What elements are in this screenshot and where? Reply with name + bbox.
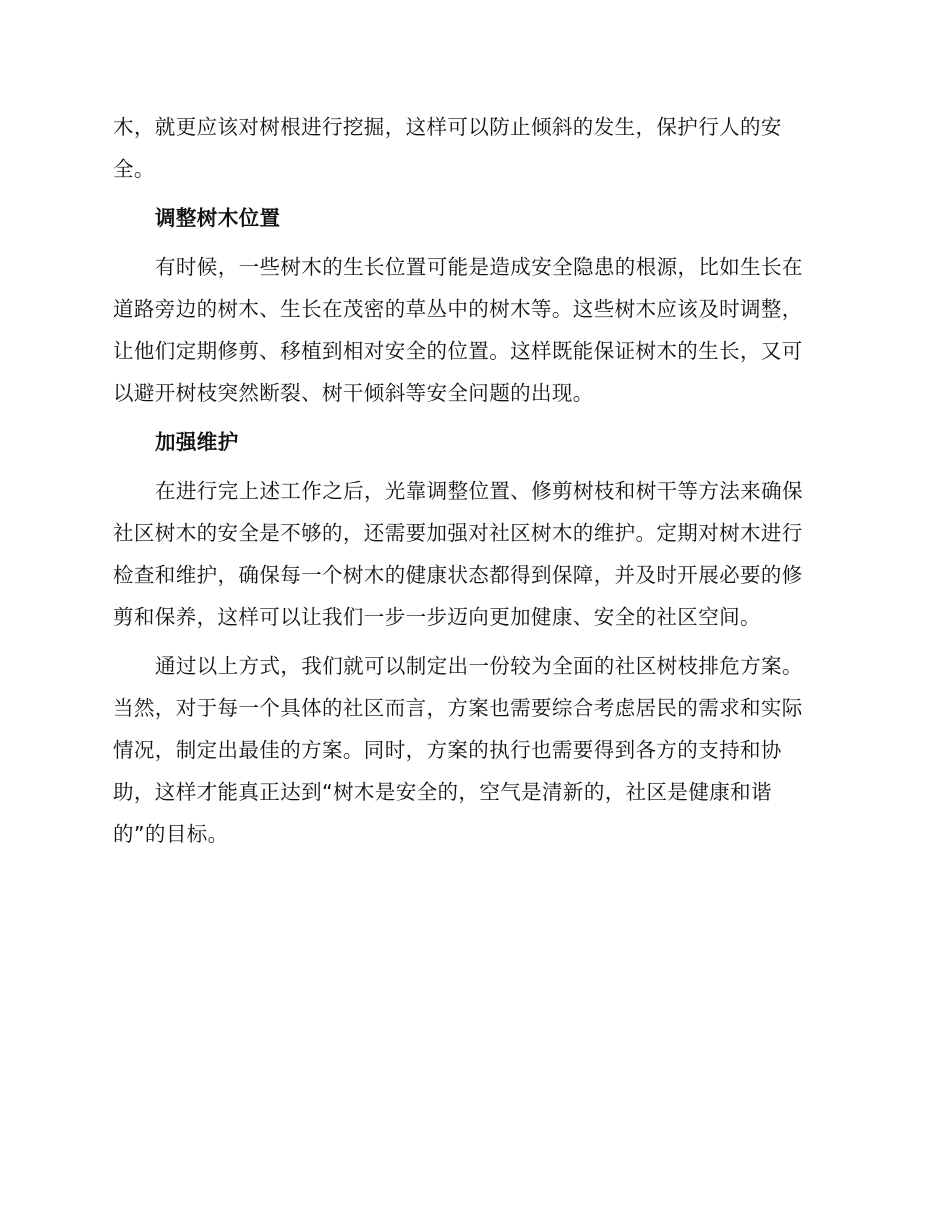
paragraph-continued: 木，就更应该对树根进行挖掘，这样可以防止倾斜的发生，保护行人的安 全。 (113, 115, 782, 181)
paragraph-maintenance: 在进行完上述工作之后，光靠调整位置、修剪树枝和树干等方法来确保 社区树木的安全是不够的，还需要加强对社区树木的维护。定期对树木进行 检查和维护，确保每一个树木的健康状态都得到保障，并及时开展必要的修 剪和保养，这样可以让我们一步一步迈向更加健康、安全的社区空间。 (113, 479, 803, 629)
section-heading-maintenance: 加强维护 (155, 430, 239, 454)
document-body (113, 106, 833, 862)
paragraph-conclusion: 通过以上方式，我们就可以制定出一份较为全面的社区树枝排危方案。 当然，对于每一个具体的社区而言，方案也需要综合考虑居民的需求和实际 情况，制定出最佳的方案。同时，方案的执行也需要得到各方的支持和协 助，这样才能真正达到“树木是安全的，空气是清新的，社区是健康和谐 的”的目标。 (113, 654, 803, 846)
section-heading-adjust-position: 调整树木位置 (155, 206, 281, 230)
paragraph-adjust-position: 有时候，一些树木的生长位置可能是造成安全隐患的根源，比如生长在 道路旁边的树木、生长在茂密的草丛中的树木等。这些树木应该及时调整， 让他们定期修剪、移植到相对安全的位置。这样既能保证树木的生长，又可 以避开树枝突然断裂、树干倾斜等安全问题的出现。 (113, 255, 803, 405)
